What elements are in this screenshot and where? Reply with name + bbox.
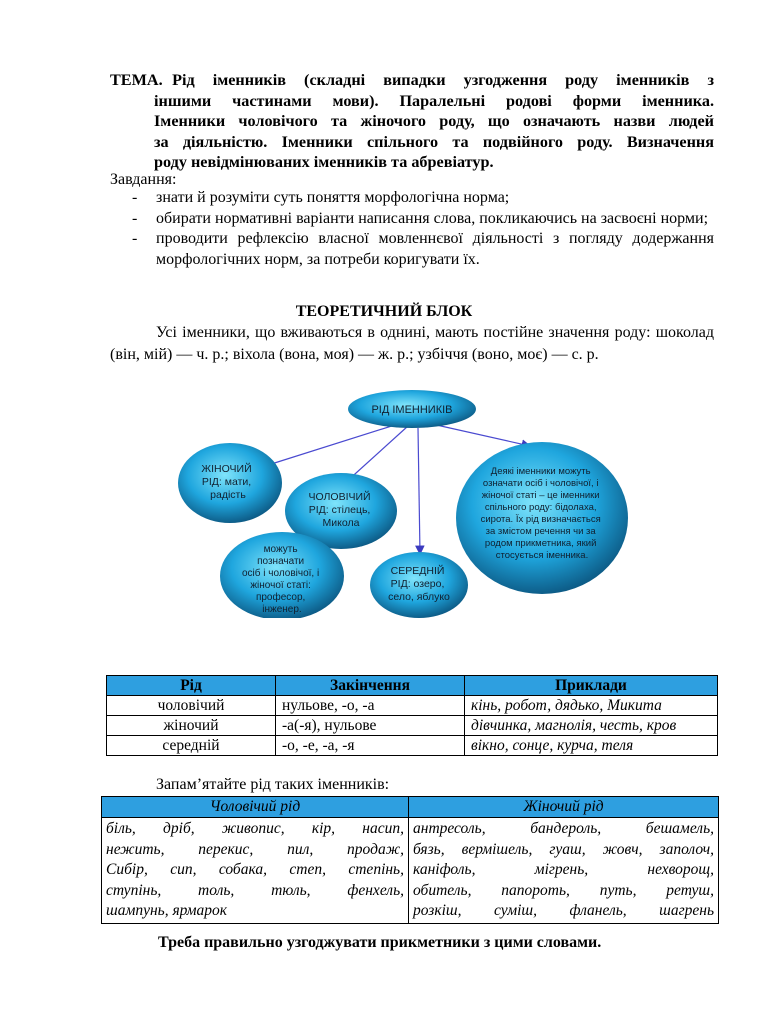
dash-bullet: -: [132, 209, 138, 227]
tasks-list: [110, 188, 714, 270]
table-row: [102, 818, 719, 924]
table-header-row: [102, 797, 719, 818]
dash-bullet: -: [132, 230, 138, 247]
cell-examples: кінь, робот, дядько, Микита: [465, 696, 718, 716]
topic-line: іншими частинами мови). Паралельні родові форми іменника.: [154, 91, 714, 110]
cell-examples: вікно, сонце, курча, теля: [465, 736, 718, 756]
endings-table: [106, 675, 718, 756]
cell-gender: чоловічий: [107, 696, 276, 716]
svg-text:СЕРЕДНІЙ РІД: озеро,: СЕРЕДНІЙ РІД: озеро, село, яблуко: [388, 565, 450, 603]
tasks-title: Завдання:: [110, 171, 177, 188]
table-row: [107, 696, 718, 716]
words-table: [101, 796, 719, 924]
svg-text:ЧОЛОВІЧИЙ РІД: стілець,: ЧОЛОВІЧИЙ РІД: стілець, Микола: [308, 491, 371, 529]
table-row: [107, 736, 718, 756]
remember-text: Запам’ятайте рід таких іменників:: [156, 776, 390, 793]
table-row: [107, 716, 718, 736]
bubble-both-persons: [220, 532, 344, 618]
topic-label: ТЕМА.: [110, 71, 163, 89]
cell-gender: середній: [107, 736, 276, 756]
cell-examples: дівчинка, магнолія, честь, кров: [465, 716, 718, 736]
cell-gender: жіночий: [107, 716, 276, 736]
bubble-feminine: [178, 443, 282, 523]
cell-endings: -о, -е, -а, -я: [276, 736, 465, 756]
bubble-neuter: [370, 552, 468, 618]
header-feminine: Жіночий рід: [409, 797, 719, 818]
topic-line: за діяльністю. Іменники спільного та подвійного роду. Визначення: [154, 132, 714, 151]
header-examples: Приклади: [465, 676, 718, 696]
cell-feminine-words: антресоль, бандероль, бешамель, бязь, вермішель, гуаш, жовч, заполоч, каніфоль, мігрень, нехворощ, обитель, папороть, путь, ретуш, розкіш, суміш, фланель, шагрень: [409, 818, 719, 924]
cell-masculine-words: біль, дріб, живопис, кір, насип, нежить, перекис, пил, продаж, Сибір, сип, собака, степ, степінь, ступінь, толь, тюль, фенхель, шампунь, ярмарок: [102, 818, 409, 924]
header-endings: Закінчення: [276, 676, 465, 696]
header-gender: Рід: [107, 676, 276, 696]
dash-bullet: -: [132, 189, 138, 206]
topic-block: [110, 70, 714, 173]
table-header-row: [107, 676, 718, 696]
bubble-center-text: РІД ІМЕННИКІВ: [371, 404, 453, 416]
cell-endings: нульове, -о, -а: [276, 696, 465, 716]
svg-text:ЖІНОЧИЙ РІД: мати,: ЖІНОЧИЙ РІД: мати, радість: [201, 463, 252, 501]
topic-line: ТЕМА. Рід іменників (складні випадки узгодження роду іменників з: [110, 71, 715, 89]
intro-paragraph: Усі іменники, що вживаються в однині, мають постійне значення роду: шоколад (він, мій) — ч. р.; віхола (вона, моя) — ж. р.; узбіччя (воно, моє) — с. р.: [110, 324, 714, 363]
final-note: Треба правильно узгоджувати прикметники з цими словами.: [158, 934, 602, 951]
svg-text:Деякі іменники можуть оз: Деякі іменники можуть означати осіб і чоловічої, і жіночої статі – це іменники спільного роду: бідолаха, сирота. Їх рід визначається за змістом речення чи за родом прикметника, який стосується іменника.: [480, 466, 601, 561]
section-title: ТЕОРЕТИЧНИЙ БЛОК: [295, 303, 473, 320]
svg-text:можуть позначати о: можуть позначати осіб і чоловічої, і жіночої статі: професор, інженер.: [242, 544, 320, 615]
task-item: - знати й розуміти суть поняття морфологічна норма;: [110, 188, 714, 209]
task-item: - обирати нормативні варіанти написання слова, покликаючись на засвоєні норми;: [110, 209, 714, 230]
header-masculine: Чоловічий рід: [102, 797, 409, 818]
task-item: - проводити рефлексію власної мовленнєвої діяльності з погляду додержання морфологічних норм, за потреби коригувати їх.: [132, 230, 714, 268]
topic-line: Іменники чоловічого та жіночого роду, що означають назви людей: [154, 112, 714, 130]
bubble-common-gender: [456, 442, 628, 594]
bubble-center: [348, 390, 476, 428]
cell-endings: -а(-я), нульове: [276, 716, 465, 736]
topic-line: роду невідмінюваних іменників та абревіатур.: [154, 153, 494, 171]
gender-diagram: [170, 388, 650, 618]
